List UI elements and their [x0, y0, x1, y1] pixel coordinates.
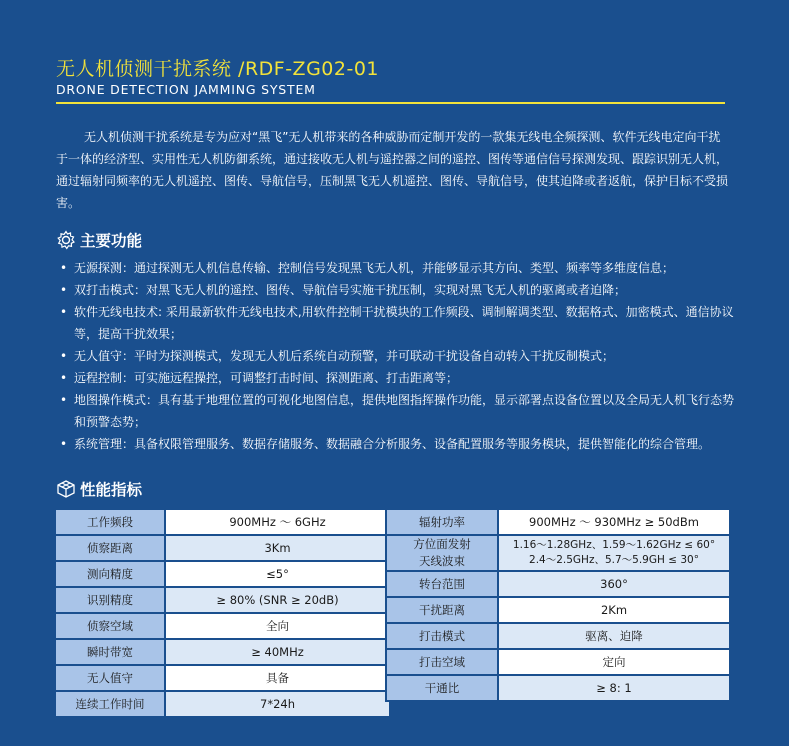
spec-label: 侦察空域 — [55, 613, 165, 639]
table-row — [55, 613, 390, 639]
feature-item: • 无人值守：平时为探测模式，发现无人机后系统自动预警，并可联动干扰设备自动转入干扰反制模式； — [60, 345, 740, 367]
spec-value: 驱离、迫降 — [498, 623, 730, 649]
spec-value: 900MHz ～ 6GHz — [165, 509, 390, 535]
table-row — [55, 691, 390, 717]
spec-label: 识别精度 — [55, 587, 165, 613]
beam-value-line: 2.4～2.5GHz、5.7～5.9GH ≤ 30° — [529, 554, 699, 566]
features-list — [60, 257, 740, 455]
feature-item: • 双打击模式：对黑飞无人机的遥控、图传、导航信号实施干扰压制，实现对黑飞无人机的驱离或者迫降； — [60, 279, 740, 301]
spec-value: 2Km — [498, 597, 730, 623]
spec-label: 打击空域 — [386, 649, 498, 675]
spec-label: 干通比 — [386, 675, 498, 701]
gear-icon — [56, 230, 76, 250]
specs-heading-label: 性能指标 — [80, 481, 143, 499]
spec-label: 连续工作时间 — [55, 691, 165, 717]
table-row — [55, 639, 390, 665]
spec-label: 测向精度 — [55, 561, 165, 587]
table-row — [55, 509, 390, 535]
spec-label: 瞬时带宽 — [55, 639, 165, 665]
beam-label-line: 方位面发射 — [413, 537, 471, 551]
page-title: 无人机侦测干扰系统 /RDF-ZG02-01 — [56, 58, 380, 80]
feature-item: • 远程控制：可实施远程操控，可调整打击时间、探测距离、打击距离等； — [60, 367, 740, 389]
spec-label: 干扰距离 — [386, 597, 498, 623]
features-heading-label: 主要功能 — [80, 232, 143, 250]
table-row — [55, 561, 390, 587]
intro-paragraph — [56, 126, 728, 214]
feature-item: • 无源探测：通过探测无人机信息传输、控制信号发现黑飞无人机，并能够显示其方向、类型、频率等多维度信息； — [60, 257, 740, 279]
spec-value — [498, 535, 730, 571]
spec-value: ≤5° — [165, 561, 390, 587]
spec-label — [386, 535, 498, 571]
specs-heading — [56, 478, 142, 500]
spec-label: 转台范围 — [386, 571, 498, 597]
table-row — [386, 509, 730, 535]
table-row — [55, 665, 390, 691]
spec-value: 具备 — [165, 665, 390, 691]
spec-value: 7*24h — [165, 691, 390, 717]
table-row — [55, 587, 390, 613]
spec-label: 打击模式 — [386, 623, 498, 649]
spec-label: 侦察距离 — [55, 535, 165, 561]
spec-value: 900MHz ～ 930MHz ≥ 50dBm — [498, 509, 730, 535]
feature-item: • 系统管理：具备权限管理服务、数据存储服务、数据融合分析服务、设备配置服务等服务模块，提供智能化的综合管理。 — [60, 433, 740, 455]
cube-icon — [56, 479, 76, 499]
table-row — [386, 571, 730, 597]
intro-text: 无人机侦测干扰系统是专为应对“黑飞”无人机带来的各种威胁而定制开发的一款集无线电全频探测、软件无线电定向干扰于一体的经济型、实用性无人机防御系统，通过接收无人机与遥控器之间的遥控、图传等通信信号探测发现、跟踪识别无人机，通过辐射同频率的无人机遥控、图传、导航信号，压制黑飞无人机遥控、图传、导航信号，使其迫降或者返航，保护目标不受损害。 — [56, 130, 729, 210]
spec-value: 定向 — [498, 649, 730, 675]
spec-value: 360° — [498, 571, 730, 597]
spec-label: 辐射功率 — [386, 509, 498, 535]
spec-value: 全向 — [165, 613, 390, 639]
spec-label: 工作频段 — [55, 509, 165, 535]
beam-value-line: 1.16～1.28GHz、1.59～1.62GHz ≤ 60° — [512, 539, 716, 551]
table-row — [386, 675, 730, 701]
table-row — [386, 597, 730, 623]
table-row — [55, 535, 390, 561]
spec-value: ≥ 40MHz — [165, 639, 390, 665]
title-divider — [56, 102, 725, 104]
table-row — [386, 649, 730, 675]
spec-value: ≥ 80% (SNR ≥ 20dB) — [165, 587, 390, 613]
feature-item: • 软件无线电技术: 采用最新软件无线电技术,用软件控制干扰模块的工作频段、调制解调类型、数据格式、加密模式、通信协议等，提高干扰效果； — [60, 301, 740, 345]
beam-label-line: 天线波束 — [419, 554, 465, 568]
spec-label: 无人值守 — [55, 665, 165, 691]
features-heading — [56, 229, 142, 251]
table-row — [386, 623, 730, 649]
page-subtitle: DRONE DETECTION JAMMING SYSTEM — [56, 82, 316, 97]
spec-value: ≥ 8: 1 — [498, 675, 730, 701]
spec-value: 3Km — [165, 535, 390, 561]
spec-table-right — [385, 508, 731, 702]
feature-item: • 地图操作模式：具有基于地理位置的可视化地图信息，提供地图指挥操作功能，显示部署点设备位置以及全局无人机飞行态势和预警态势； — [60, 389, 740, 433]
spec-table-left — [54, 508, 391, 718]
